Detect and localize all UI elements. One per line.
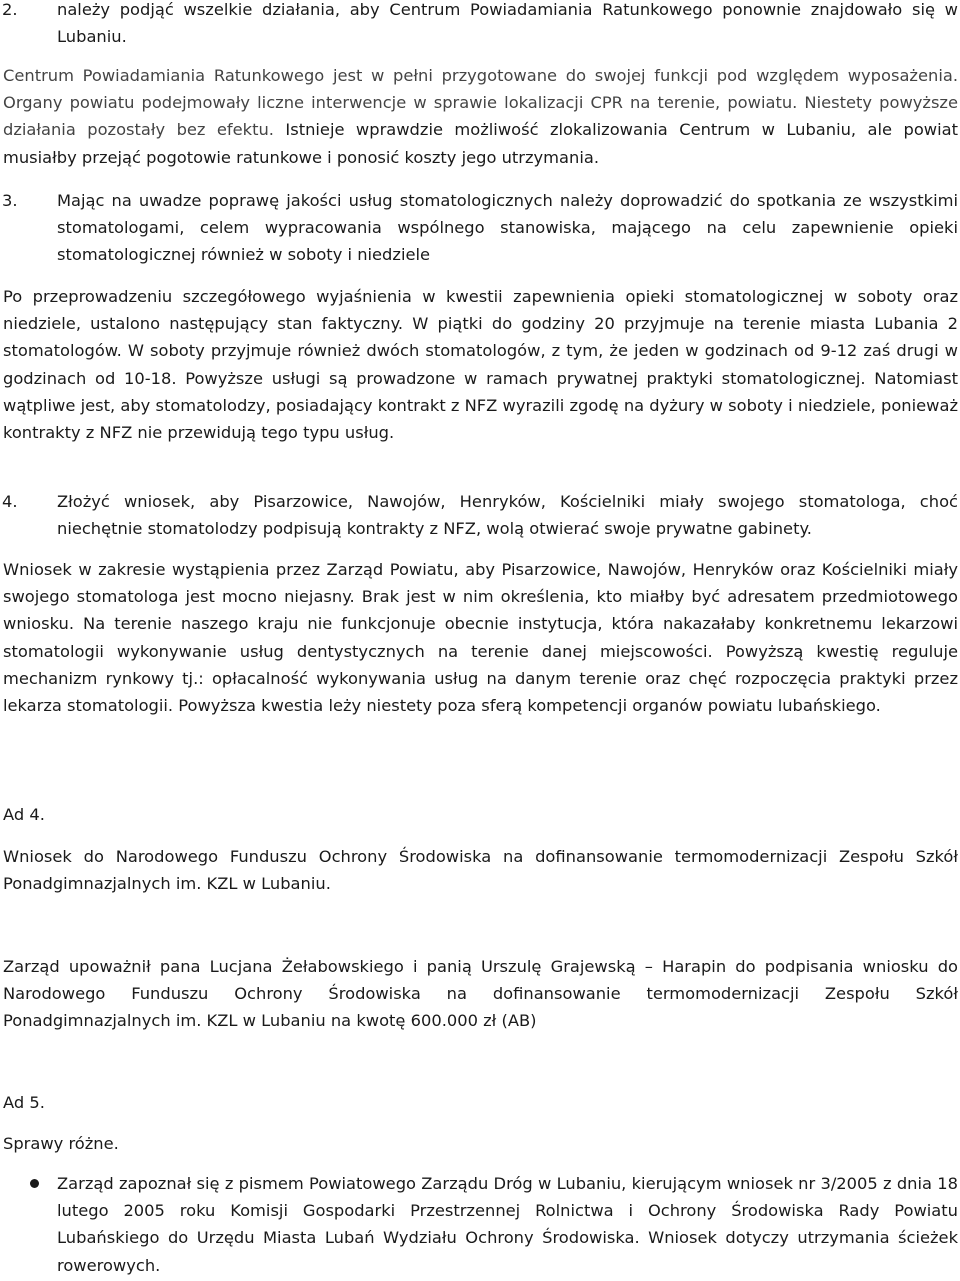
list-item-4 <box>2 488 958 542</box>
heading-ad-4: Ad 4. <box>3 805 45 824</box>
heading-ad-5: Ad 5. <box>3 1093 45 1112</box>
list-number: 3. <box>2 191 18 210</box>
subheading-sprawy-rozne: Sprawy różne. <box>3 1134 119 1153</box>
list-number: 2. <box>2 0 18 19</box>
list-item-2 <box>2 0 958 50</box>
paragraph-cpr <box>3 62 958 171</box>
bullet-text: Zarząd zapoznał się z pismem Powiatowego Zarządu Dróg w Lubaniu, kierującym wniosek nr 3/2005 z dnia 18 lutego 2005 roku Komisji Gospodarki Przestrzennej Rolnictwa i Ochrony Środowiska Rady Powiatu Lubańskiego do Urzędu Miasta Lubań Wydziału Ochrony Środowiska. Wniosek dotyczy utrzymania ścieżek rowerowych. <box>57 1174 958 1275</box>
list-item-3 <box>2 187 958 269</box>
paragraph-cpr-part1: Centrum Powiadamiania Ratunkowego jest w pełni przygotowane do swojej funkcji pod względem wyposażenia. Organy powiatu podejmowały liczne interwencje w sprawie lokalizacji CPR na terenie, powiatu. Niestety powyższe działania pozostały bez efektu. <box>3 66 958 140</box>
paragraph-wniosek: Wniosek w zakresie wystąpienia przez Zarząd Powiatu, aby Pisarzowice, Nawojów, Henryków oraz Kościelniki miały swojego stomatologa jest mocno niejasny. Brak jest w nim określenia, kto miałby być adresatem przedmiotowego wniosku. Na terenie naszego kraju nie funkcjonuje obecnie instytucja, która nakazałaby konkretnemu lekarzowi stomatologii wykonywanie usług dentystycznych na terenie danej miejscowości. Powyższą kwestię reguluje mechanizm rynkowy tj.: opłacalność wykonywania usług na danym terenie oraz chęć rozpoczęcia praktyki przez lekarza stomatologii. Powyższa kwestia leży niestety poza sferą kompetencji organów powiatu lubańskiego. <box>3 560 958 716</box>
paragraph-ad4-decision: Zarząd upoważnił pana Lucjana Żełabowskiego i panią Urszulę Grajewską – Harapin do podpisania wniosku do Narodowego Funduszu Ochrony Środowiska na dofinansowanie termomodernizacji Zespołu Szkół Ponadgimnazjalnych im. KZL w Lubaniu na kwotę 600.000 zł (AB) <box>3 957 958 1031</box>
paragraph-cpr-part2: Istnieje wprawdzie możliwość zlokalizowania Centrum w Lubaniu, ale powiat musiałby przejąć pogotowie ratunkowe i ponosić koszty jego utrzymania. <box>3 120 958 167</box>
bullet-item <box>30 1170 958 1279</box>
list-item-text: Złożyć wniosek, aby Pisarzowice, Nawojów, Henryków, Kościelniki miały swojego stomatologa, choć niechętnie stomatolodzy podpisują kontrakty z NFZ, wolą otwierać swoje prywatne gabinety. <box>57 492 958 539</box>
paragraph-ad4-subject: Wniosek do Narodowego Funduszu Ochrony Środowiska na dofinansowanie termomodernizacji Zespołu Szkół Ponadgimnazjalnych im. KZL w Lubaniu. <box>3 847 958 894</box>
bullet-icon <box>30 1179 39 1188</box>
list-item-text: należy podjąć wszelkie działania, aby Centrum Powiadamiania Ratunkowego ponownie znajdowało się w Lubaniu. <box>57 0 958 47</box>
paragraph-stomatology: Po przeprowadzeniu szczegółowego wyjaśnienia w kwestii zapewnienia opieki stomatologicznej w soboty oraz niedziele, ustalono następujący stan faktyczny. W piątki do godziny 20 przyjmuje na terenie miasta Lubania 2 stomatologów. W soboty przyjmuje również dwóch stomatologów, z tym, że jeden w godzinach od 9-12 zaś drugi w godzinach od 10-18. Powyższe usługi są prowadzone w ramach prywatnej praktyki stomatologicznej. Natomiast wątpliwe jest, aby stomatolodzy, posiadający kontrakt z NFZ wyrazili zgodę na dyżury w soboty i niedziele, ponieważ kontrakty z NFZ nie przewidują tego typu usług. <box>3 287 958 443</box>
list-number: 4. <box>2 492 18 511</box>
list-item-text: Mając na uwadze poprawę jakości usług stomatologicznych należy doprowadzić do spotkania ze wszystkimi stomatologami, celem wypracowania wspólnego stanowiska, mającego na celu zapewnienie opieki stomatologicznej również w soboty i niedziele <box>57 191 958 265</box>
